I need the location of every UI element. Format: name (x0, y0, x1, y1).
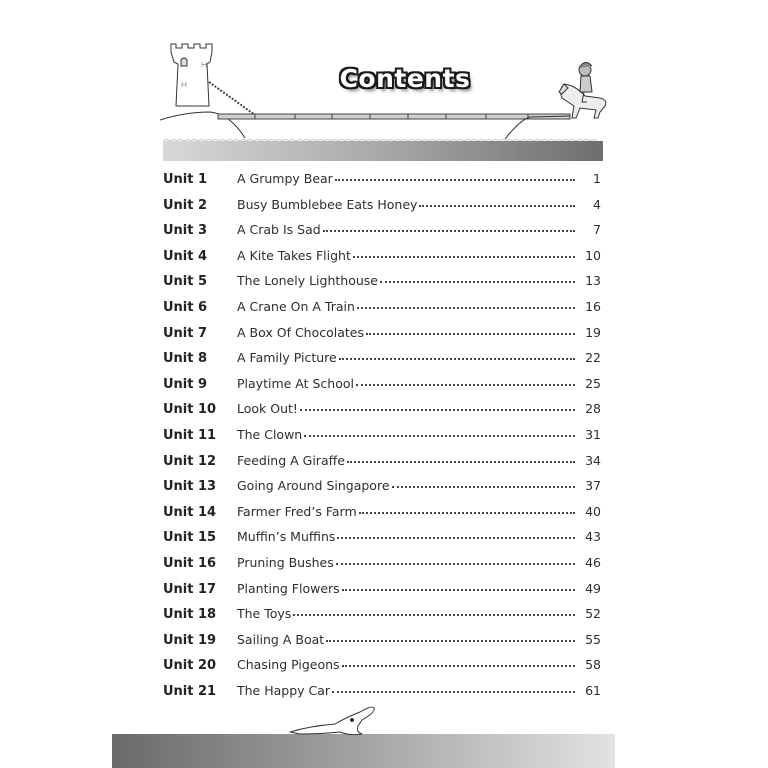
dot-leader (293, 613, 575, 616)
toc-entry[interactable] (163, 427, 601, 453)
page-number: 52 (585, 606, 601, 622)
unit-label: Unit 18 (163, 607, 217, 623)
page-number: 49 (585, 580, 601, 596)
unit-label: Unit 20 (163, 658, 217, 674)
entry-title-cell (237, 504, 579, 519)
entry-title-cell (237, 273, 579, 288)
toc-entry[interactable] (163, 401, 601, 427)
page-number: 34 (585, 452, 601, 468)
toc-entry[interactable] (163, 171, 601, 197)
header-water-band (163, 141, 603, 161)
page-number: 46 (585, 554, 601, 570)
story-title: Busy Bumblebee Eats Honey (237, 196, 418, 212)
toc-entry[interactable] (163, 197, 601, 223)
story-title: A Family Picture (237, 350, 337, 366)
story-title: Farmer Fred’s Farm (237, 503, 357, 519)
dot-leader (300, 408, 575, 411)
unit-label: Unit 6 (163, 299, 208, 315)
water-waves-icon (112, 730, 615, 734)
story-title: Sailing A Boat (237, 631, 325, 647)
unit-label: Unit 12 (163, 453, 217, 469)
page-number: 13 (585, 273, 601, 289)
entry-title-cell (237, 453, 579, 468)
entry-title-cell (237, 427, 579, 442)
page-number: 4 (593, 196, 601, 212)
story-title: Pruning Bushes (237, 554, 334, 570)
toc-entry[interactable] (163, 478, 601, 504)
unit-label: Unit 11 (163, 427, 217, 443)
unit-label: Unit 5 (163, 274, 208, 290)
toc-entry[interactable] (163, 325, 601, 351)
footer-water-band (112, 734, 615, 768)
page-number: 10 (585, 247, 601, 263)
entry-title-cell (237, 401, 579, 416)
story-title: Muffin’s Muffins (237, 529, 336, 545)
entry-title-cell (237, 657, 579, 672)
story-title: The Toys (237, 606, 292, 622)
toc-entry[interactable] (163, 606, 601, 632)
unit-label: Unit 13 (163, 479, 217, 495)
page-number: 7 (593, 222, 601, 238)
page-number: 19 (585, 324, 601, 340)
dot-leader (380, 280, 575, 283)
entry-title-cell (237, 197, 579, 212)
toc-entry[interactable] (163, 504, 601, 530)
page-title: Contents (339, 63, 471, 93)
page-number: 40 (585, 503, 601, 519)
story-title: Going Around Singapore (237, 478, 390, 494)
toc-entry[interactable] (163, 376, 601, 402)
story-title: Chasing Pigeons (237, 657, 340, 673)
unit-label: Unit 2 (163, 197, 208, 213)
dot-leader (419, 204, 575, 207)
page-number: 43 (585, 529, 601, 545)
entry-title-cell (237, 529, 579, 544)
entry-title-cell (237, 299, 579, 314)
page-number: 58 (585, 657, 601, 673)
page-number: 37 (585, 478, 601, 494)
story-title: The Happy Car (237, 682, 331, 698)
footer-illustration (100, 690, 660, 768)
page-number: 22 (585, 350, 601, 366)
table-of-contents (163, 171, 601, 708)
story-title: A Box Of Chocolates (237, 324, 365, 340)
page-number: 31 (585, 426, 601, 442)
unit-label: Unit 21 (163, 683, 217, 699)
dot-leader (359, 511, 575, 514)
unit-label: Unit 8 (163, 351, 208, 367)
entry-title-cell (237, 632, 579, 647)
page-number: 16 (585, 298, 601, 314)
dot-leader (326, 639, 575, 642)
page-number: 28 (585, 401, 601, 417)
story-title: The Clown (237, 426, 303, 442)
dot-leader (353, 255, 575, 258)
toc-entry[interactable] (163, 632, 601, 658)
unit-label: Unit 1 (163, 172, 208, 187)
dot-leader (342, 664, 575, 667)
unit-label: Unit 19 (163, 632, 217, 648)
toc-entry[interactable] (163, 581, 601, 607)
unit-label: Unit 3 (163, 223, 208, 239)
entry-title-cell (237, 555, 579, 570)
entry-title-cell (237, 248, 579, 263)
drawbridge-icon (218, 114, 570, 119)
drawbridge-chain-icon (209, 82, 255, 115)
dot-leader (337, 536, 575, 539)
unit-label: Unit 15 (163, 530, 217, 546)
dot-leader (339, 357, 575, 360)
toc-entry[interactable] (163, 555, 601, 581)
page-number: 61 (585, 682, 601, 698)
toc-entry[interactable] (163, 222, 601, 248)
page-number: 1 (593, 171, 601, 186)
toc-entry[interactable] (163, 248, 601, 274)
toc-entry[interactable] (163, 273, 601, 299)
unit-label: Unit 9 (163, 376, 208, 392)
story-title: A Crane On A Train (237, 298, 355, 314)
dot-leader (335, 178, 575, 181)
dot-leader (304, 434, 575, 437)
unit-label: Unit 16 (163, 555, 217, 571)
entry-title-cell (237, 581, 579, 596)
knight-on-horse-icon (559, 62, 606, 118)
dot-leader (336, 562, 575, 565)
page-number: 25 (585, 375, 601, 391)
page-number: 55 (585, 631, 601, 647)
story-title: Feeding A Giraffe (237, 452, 345, 468)
entry-title-cell (237, 350, 579, 365)
story-title: A Crab Is Sad (237, 222, 321, 238)
entry-title-cell (237, 478, 579, 493)
dot-leader (323, 229, 575, 232)
dot-leader (342, 588, 575, 591)
entry-title-cell (237, 325, 579, 340)
unit-label: Unit 17 (163, 581, 217, 597)
unit-label: Unit 4 (163, 248, 208, 264)
story-title: A Grumpy Bear (237, 171, 333, 186)
castle-tower-icon (171, 44, 212, 106)
dot-leader (392, 485, 575, 488)
entry-title-cell (237, 376, 579, 391)
dot-leader (357, 306, 575, 309)
story-title: A Kite Takes Flight (237, 247, 351, 263)
entry-title-cell (237, 222, 579, 237)
story-title: Playtime At School (237, 375, 354, 391)
unit-label: Unit 10 (163, 402, 217, 418)
dot-leader (347, 460, 575, 463)
toc-entry[interactable] (163, 453, 601, 479)
entry-title-cell (237, 606, 579, 621)
dot-leader (366, 332, 575, 335)
story-title: The Lonely Lighthouse (237, 273, 378, 289)
story-title: Planting Flowers (237, 580, 340, 596)
toc-entry[interactable] (163, 299, 601, 325)
toc-entry[interactable] (163, 529, 601, 555)
toc-entry[interactable] (163, 350, 601, 376)
story-title: Look Out! (237, 401, 298, 417)
unit-label: Unit 14 (163, 504, 217, 520)
entry-title-cell (237, 171, 579, 186)
unit-label: Unit 7 (163, 325, 208, 341)
toc-entry[interactable] (163, 657, 601, 683)
dot-leader (356, 383, 575, 386)
